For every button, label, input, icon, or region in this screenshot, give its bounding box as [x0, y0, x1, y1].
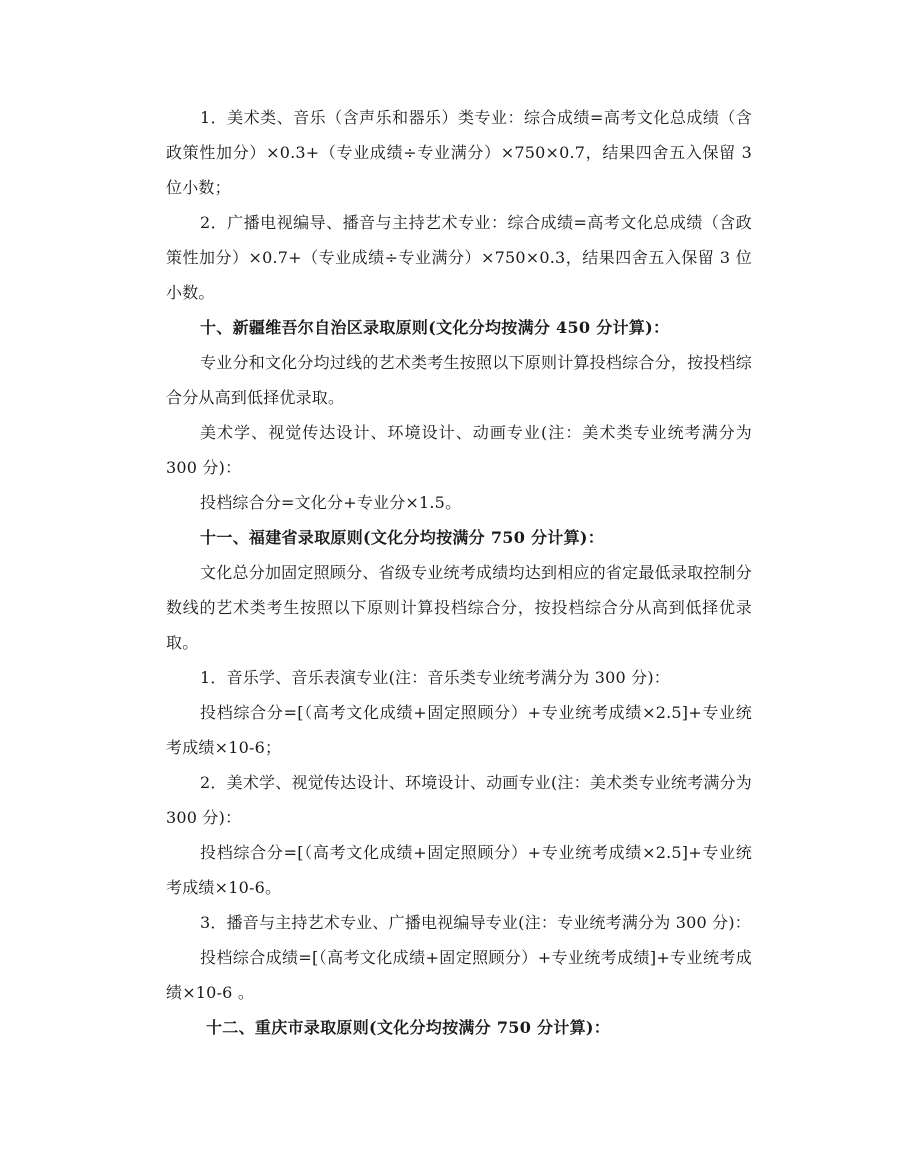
- paragraph-fujian-music: 1．音乐学、音乐表演专业(注：音乐类专业统考满分为 300 分)：: [200, 668, 670, 687]
- paragraph-art-music-formula: 1．美术类、音乐（含声乐和器乐）类专业：综合成绩=高考文化总成绩（含政策性加分）×0.3+（专业成绩÷专业满分）×750×0.7，结果四舍五入保留 3 位小数；: [166, 108, 752, 197]
- paragraph-xinjiang-intro: 专业分和文化分均过线的艺术类考生按照以下原则计算投档综合分，按投档综合分从高到低择优录取。: [166, 353, 752, 407]
- paragraph-fujian-broadcast-formula: 投档综合成绩=[（高考文化成绩+固定照顾分）+专业统考成绩]+专业统考成绩×10-6 。: [166, 948, 752, 1002]
- paragraph-broadcast-formula: 2．广播电视编导、播音与主持艺术专业：综合成绩=高考文化总成绩（含政策性加分）×0.7+（专业成绩÷专业满分）×750×0.3，结果四舍五入保留 3 位小数。: [166, 213, 752, 302]
- paragraph-fujian-music-formula: 投档综合分=[（高考文化成绩+固定照顾分）+专业统考成绩×2.5]+专业统考成绩×10-6；: [166, 703, 752, 757]
- paragraph-xinjiang-formula: 投档综合分=文化分+专业分×1.5。: [200, 493, 462, 512]
- paragraph-xinjiang-majors: 美术学、视觉传达设计、环境设计、动画专业(注：美术类专业统考满分为 300 分)：: [166, 423, 752, 477]
- paragraph-fujian-broadcast: 3．播音与主持艺术专业、广播电视编导专业(注：专业统考满分为 300 分)：: [200, 913, 751, 932]
- paragraph-fujian-art: 2．美术学、视觉传达设计、环境设计、动画专业(注：美术类专业统考满分为 300 分)：: [166, 773, 752, 827]
- heading-fujian: 十一、福建省录取原则(文化分均按满分 750 分计算)：: [200, 528, 605, 547]
- heading-chongqing: 十二、重庆市录取原则(文化分均按满分 750 分计算)：: [206, 1018, 611, 1037]
- paragraph-fujian-intro: 文化总分加固定照顾分、省级专业统考成绩均达到相应的省定最低录取控制分数线的艺术类考生按照以下原则计算投档综合分，按投档综合分从高到低择优录取。: [166, 563, 752, 652]
- heading-xinjiang: 十、新疆维吾尔自治区录取原则(文化分均按满分 450 分计算)：: [200, 318, 670, 337]
- paragraph-fujian-art-formula: 投档综合分=[（高考文化成绩+固定照顾分）+专业统考成绩×2.5]+专业统考成绩×10-6。: [166, 843, 752, 897]
